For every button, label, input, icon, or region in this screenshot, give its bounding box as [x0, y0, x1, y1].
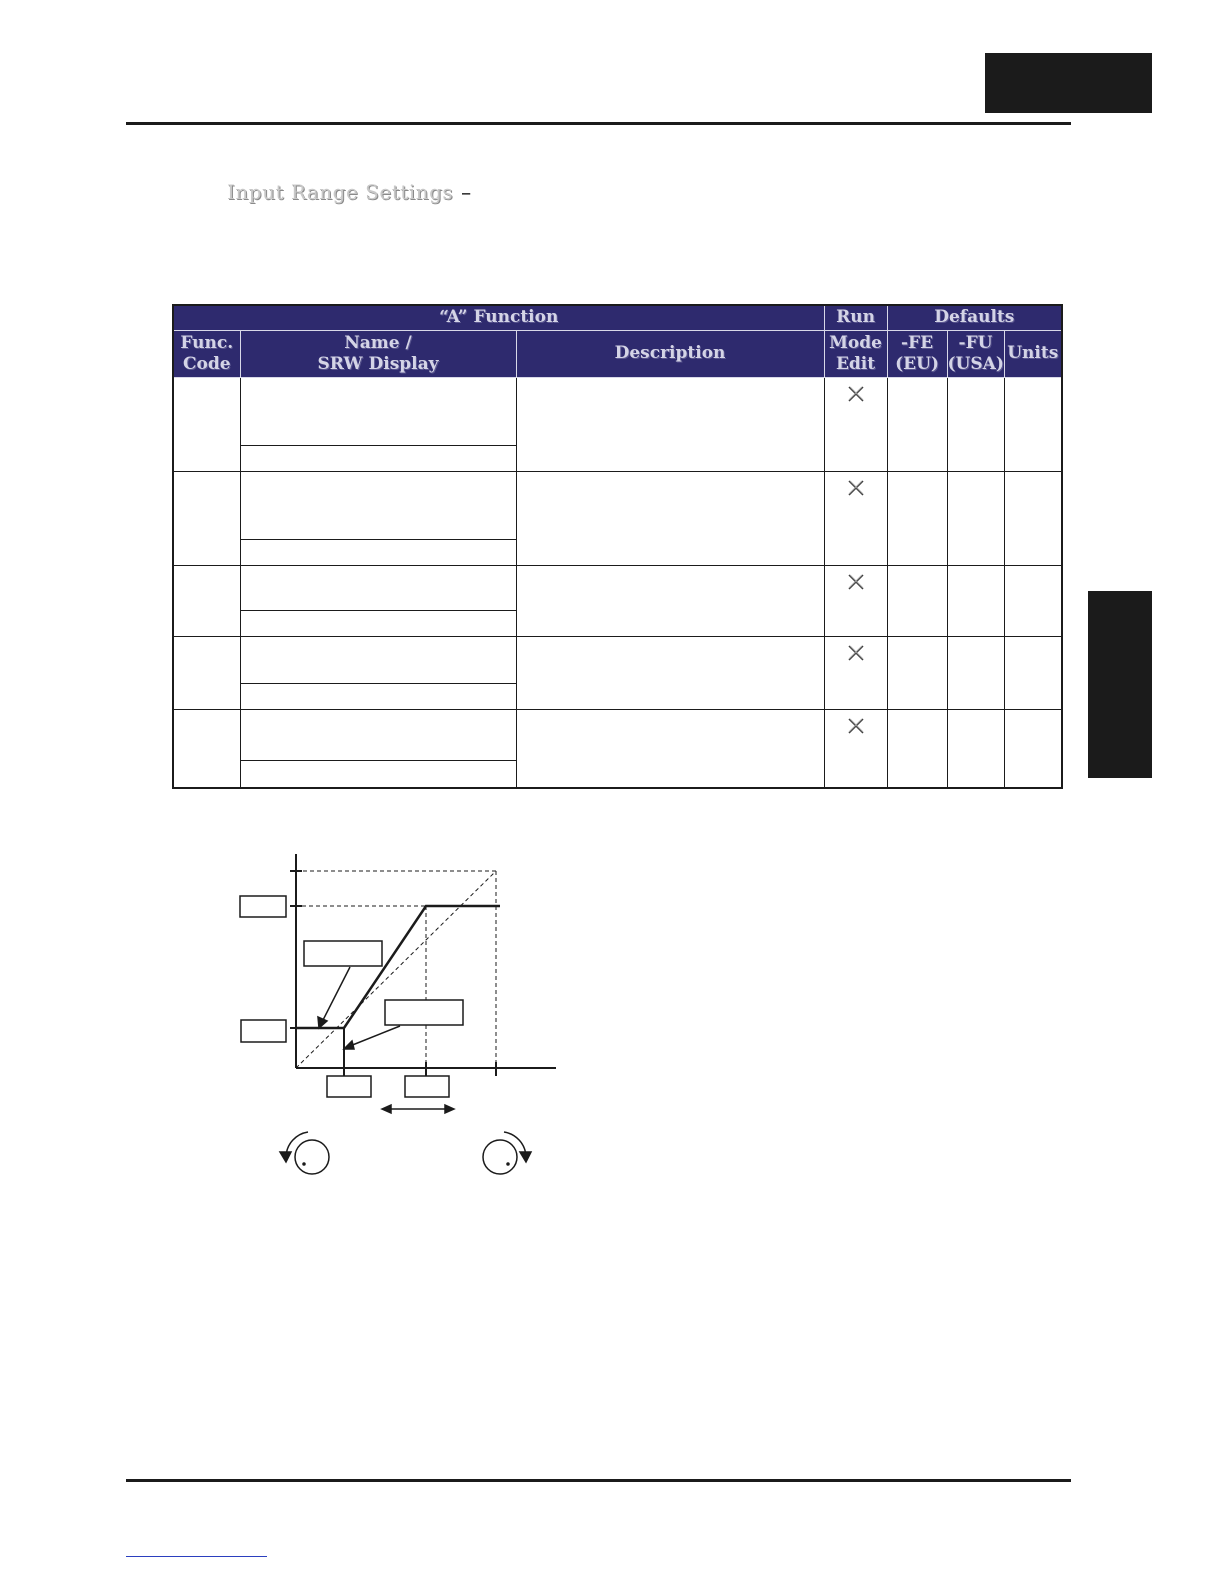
table-cell-fe	[887, 565, 947, 637]
section-title	[227, 180, 472, 204]
label-box-y-start	[241, 1020, 286, 1042]
x-mark-icon	[848, 480, 864, 496]
header-rule	[126, 122, 1071, 125]
table-cell-fu	[947, 565, 1004, 637]
footer-link-underline[interactable]	[126, 1556, 267, 1557]
table-cell-edit	[824, 377, 887, 472]
code-column-header: Func. Code	[173, 330, 240, 377]
name-column-header: Name / SRW Display	[240, 330, 516, 377]
defaults-header: Defaults	[887, 305, 1062, 330]
table-cell-edit	[824, 709, 887, 788]
table-cell-fe	[887, 709, 947, 788]
table-cell-srw	[240, 683, 516, 709]
x-mark-icon	[848, 718, 864, 734]
table-cell-srw	[240, 611, 516, 637]
table-cell-fe	[887, 472, 947, 566]
table-cell-code	[173, 472, 240, 566]
table-cell-name	[240, 637, 516, 683]
table-cell-name	[240, 565, 516, 610]
table-cell-code	[173, 565, 240, 637]
table-cell-code	[173, 377, 240, 472]
table-cell-fu	[947, 377, 1004, 472]
run-header: Run	[824, 305, 887, 330]
x-mark-icon	[848, 386, 864, 402]
mode-edit-column-header: Mode Edit	[824, 330, 887, 377]
chapter-tab	[985, 53, 1152, 113]
clockwise-knob-icon	[483, 1132, 531, 1174]
table-cell-srw	[240, 446, 516, 472]
table-cell-edit	[824, 472, 887, 566]
section-title-text: Input Range Settings	[227, 180, 454, 204]
input-range-diagram	[230, 850, 560, 1180]
fu-default-column-header: -FU (USA)	[947, 330, 1004, 377]
description-column-header: Description	[516, 330, 824, 377]
table-cell-name	[240, 709, 516, 760]
table-cell-description	[516, 565, 824, 637]
table-cell-fe	[887, 637, 947, 710]
table-cell-units	[1004, 472, 1062, 566]
table-cell-fe	[887, 377, 947, 472]
table-cell-fu	[947, 709, 1004, 788]
table-cell-edit	[824, 565, 887, 637]
side-chapter-tab	[1088, 591, 1152, 778]
table-cell-description	[516, 709, 824, 788]
reference-diagonal	[296, 871, 496, 1068]
section-title-dash: –	[461, 180, 472, 204]
table-cell-fu	[947, 472, 1004, 566]
table-cell-units	[1004, 709, 1062, 788]
label-box-y-end	[240, 896, 286, 917]
table-cell-units	[1004, 637, 1062, 710]
fe-default-column-header: -FE (EU)	[887, 330, 947, 377]
table-cell-description	[516, 637, 824, 710]
x-mark-icon	[848, 574, 864, 590]
counterclockwise-knob-icon	[280, 1132, 329, 1174]
table-cell-edit	[824, 637, 887, 710]
a-function-table	[172, 304, 1063, 789]
table-cell-units	[1004, 377, 1062, 472]
footer-rule	[126, 1479, 1071, 1482]
table-cell-units	[1004, 565, 1062, 637]
label-box-start-callout	[304, 941, 382, 966]
label-box-x-start	[327, 1076, 371, 1097]
table-cell-srw	[240, 761, 516, 788]
table-cell-name	[240, 472, 516, 539]
dashed-guides	[296, 871, 496, 1068]
table-cell-srw	[240, 539, 516, 565]
label-box-x-end	[405, 1076, 449, 1097]
table-cell-code	[173, 637, 240, 710]
x-mark-icon	[848, 645, 864, 661]
group-header: “A” Function	[173, 305, 824, 330]
table-cell-fu	[947, 637, 1004, 710]
units-column-header: Units	[1004, 330, 1062, 377]
table-cell-description	[516, 377, 824, 472]
label-box-end-callout	[385, 1000, 463, 1025]
span-arrow	[382, 1105, 454, 1113]
table-cell-description	[516, 472, 824, 566]
table-cell-code	[173, 709, 240, 788]
table-cell-name	[240, 377, 516, 446]
